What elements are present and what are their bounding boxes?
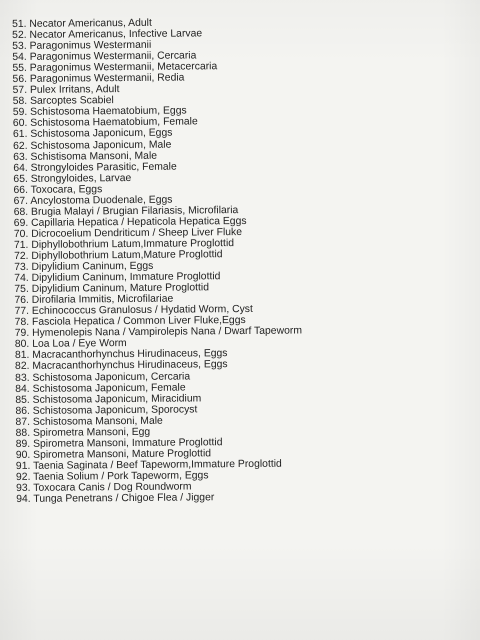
list-item: 59. Schistosoma Haematobium, Eggs (12, 105, 187, 119)
list-item: 79. Hymenolepis Nana / Vampirolepis Nana / Dwarf Tapeworm (14, 325, 303, 340)
list-item: 89. Spirometra Mansoni, Immature Proglottid (15, 436, 223, 450)
list-item: 72. Diphyllobothrium Latum,Mature Proglottid (14, 249, 223, 262)
list-item: 94. Tunga Penetrans / Chigoe Flea / Jigger (16, 492, 215, 505)
list-item: 92. Taenia Solium / Pork Tapeworm, Eggs (15, 470, 209, 483)
list-item: 93. Toxocara Canis / Dog Roundworm (16, 481, 192, 494)
list-item: 83. Schistosoma Japonicum, Cercaria (15, 370, 191, 384)
list-item: 51. Necator Americanus, Adult (12, 17, 152, 30)
list-item: 57. Pulex Irritans, Adult (12, 84, 120, 97)
list-item: 75. Dipylidium Caninum, Mature Proglottid (14, 282, 210, 296)
list-item: 76. Dirofilaria Immitis, Microfilariae (14, 293, 174, 307)
list-item: 87. Schistosoma Mansoni, Male (15, 415, 163, 428)
list-item: 88. Spirometra Mansoni, Egg (15, 426, 151, 439)
list-item: 55. Paragonimus Westermanii, Metacercaria (12, 61, 218, 75)
list-item: 56. Paragonimus Westermanii, Redia (12, 72, 185, 86)
list-item: 66. Toxocara, Eggs (13, 183, 103, 196)
list-item: 85. Schistosoma Japonicum, Miracidium (15, 392, 202, 406)
list-item: 63. Schistisoma Mansoni, Male (13, 150, 158, 163)
list-item: 73. Dipylidium Caninum, Eggs (14, 260, 154, 274)
list-item: 81. Macracanthorhynchus Hirudinaceus, Eggs (14, 348, 228, 362)
list-item: 82. Macracanthorhynchus Hirudinaceus, Eggs (14, 359, 228, 373)
list-item: 78. Fasciola Hepatica / Common Liver Fluke,Eggs (14, 315, 246, 329)
list-item: 74. Dipylidium Caninum, Immature Proglottid (14, 271, 221, 285)
list-item: 53. Paragonimus Westermanii (12, 39, 152, 53)
list-item: 67. Ancylostoma Duodenale, Eggs (13, 194, 173, 207)
list-item: 68. Brugia Malayi / Brugian Filariasis, Microfilaria (13, 204, 239, 218)
list-item: 84. Schistosoma Japonicum, Female (15, 382, 186, 395)
list-item: 90. Spirometra Mansoni, Mature Proglottid (15, 448, 212, 461)
list-item: 80. Loa Loa / Eye Worm (14, 338, 127, 351)
list-item: 64. Strongyloides Parasitic, Female (13, 161, 177, 174)
list-item: 69. Capillaria Hepatica / Hepaticola Hepatica Eggs (13, 215, 247, 229)
list-item: 71. Diphyllobothrium Latum,Immature Proglottid (13, 238, 235, 251)
list-item: 62. Schistosoma Japonicum, Male (13, 139, 172, 152)
list-item: 70. Dicrocoelium Dendriticum / Sheep Liver Fluke (13, 226, 243, 240)
list-item: 60. Schistosoma Haematobium, Female (12, 116, 198, 130)
list-item: 77. Echinococcus Granulosus / Hydatid Worm, Cyst (14, 304, 253, 318)
list-item: 54. Paragonimus Westermanii, Cercaria (12, 50, 197, 64)
specimen-list (12, 16, 303, 505)
list-item: 86. Schistosoma Japonicum, Sporocyst (15, 404, 198, 417)
list-item: 65. Strongyloides, Larvae (13, 172, 132, 185)
list-item: 91. Taenia Saginata / Beef Tapeworm,Immature Proglottid (15, 458, 282, 472)
list-item: 58. Sarcoptes Scabiel (12, 95, 114, 108)
list-item: 61. Schistosoma Japonicum, Eggs (12, 128, 173, 141)
list-item: 52. Necator Americanus, Infective Larvae (12, 28, 203, 42)
